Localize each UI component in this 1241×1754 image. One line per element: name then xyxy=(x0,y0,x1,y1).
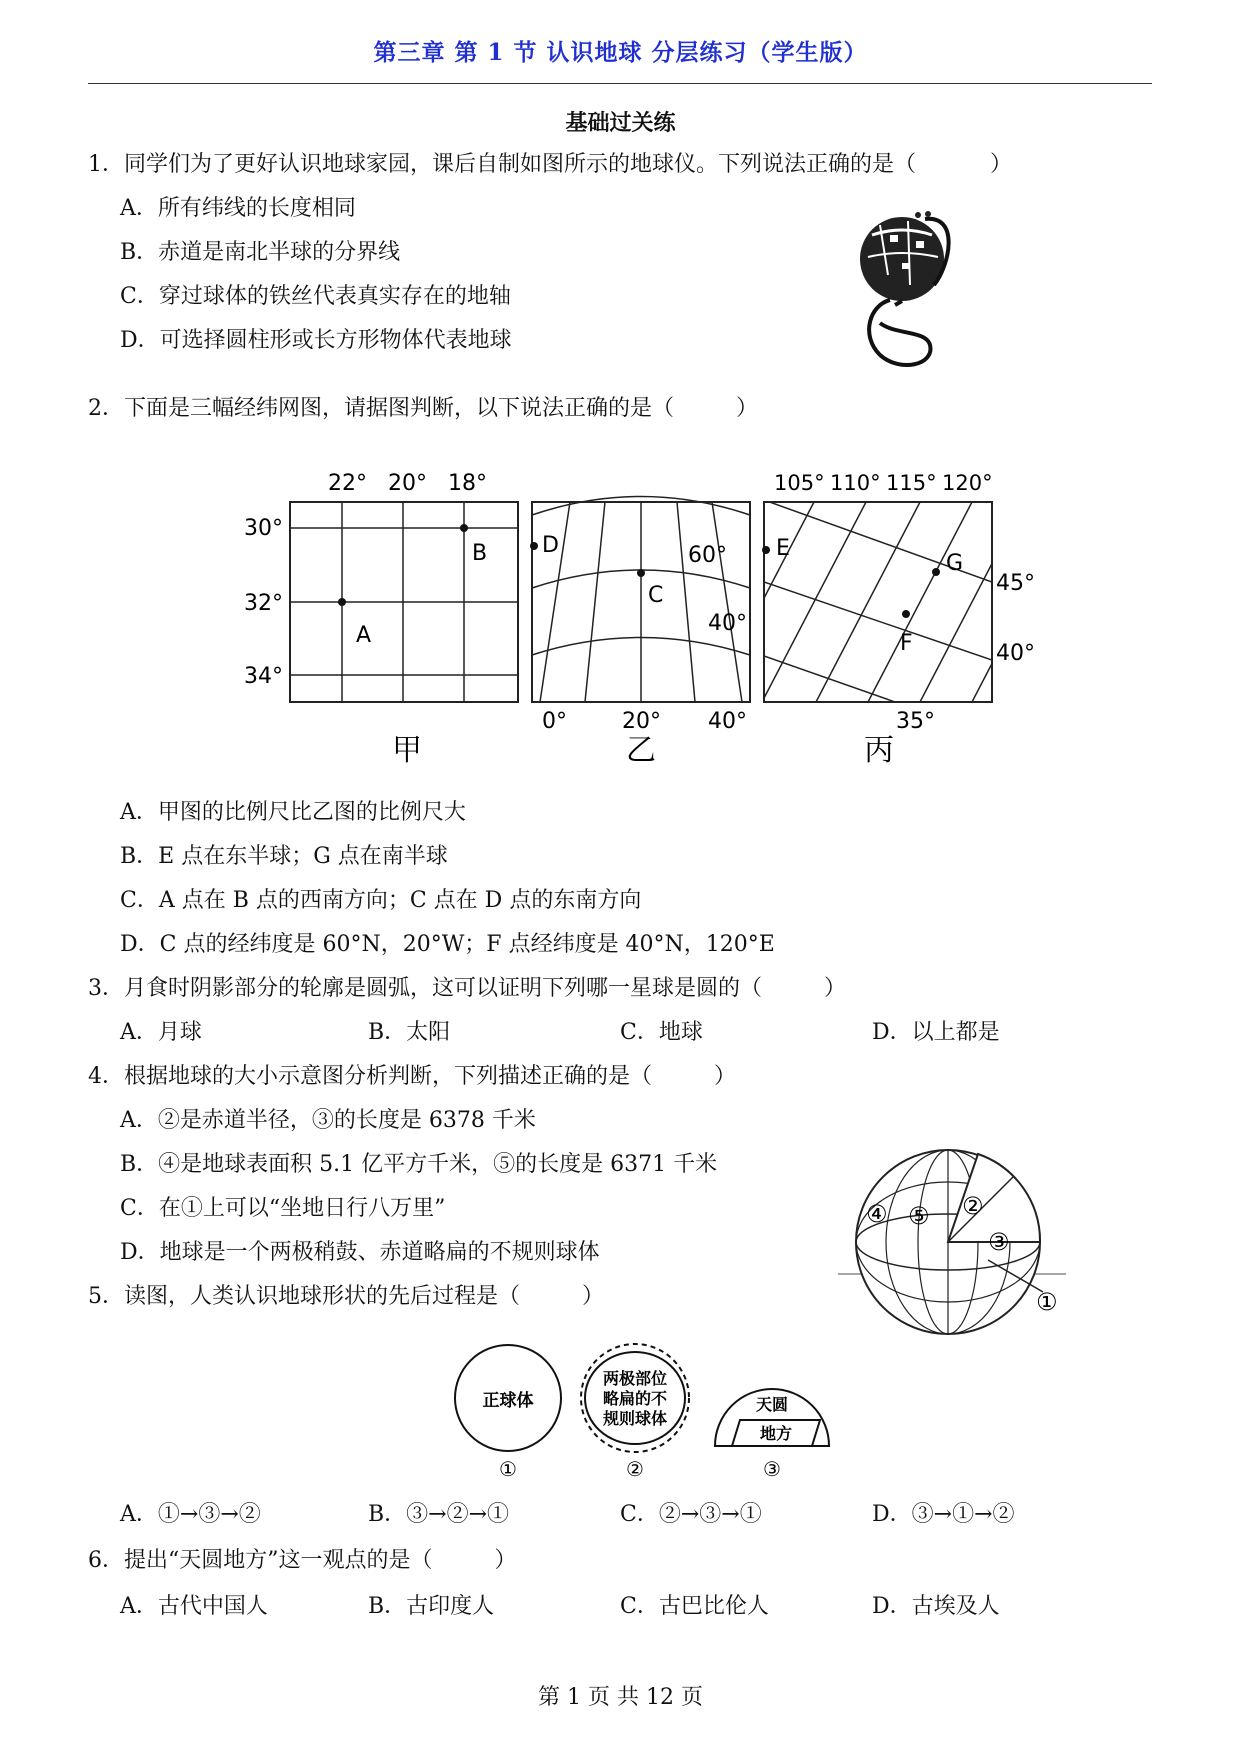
question-5-stem: 5．读图，人类认识地球形状的先后过程是（ ） xyxy=(88,1284,605,1309)
shape-1-num: ① xyxy=(499,1457,517,1481)
bing-right-label-2: 40° xyxy=(996,641,1035,666)
bing-top-label-4: 120° xyxy=(942,471,993,495)
jia-left-label-2: 32° xyxy=(244,591,283,616)
yi-bottom-label-2: 20° xyxy=(622,709,661,734)
question-3-option-a: A．月球 xyxy=(120,1020,202,1045)
jia-left-label-1: 30° xyxy=(244,516,283,541)
section-title: 基础过关练 xyxy=(565,110,676,136)
question-2-option-c: C．A 点在 B 点的西南方向；C 点在 D 点的东南方向 xyxy=(120,888,642,913)
shape-3-top: 天圆 xyxy=(755,1395,789,1414)
question-3-stem: 3．月食时阴影部分的轮廓是圆弧，这可以证明下列哪一星球是圆的（ ） xyxy=(88,976,847,1001)
point-e-label: E xyxy=(776,536,790,561)
question-1-stem: 1．同学们为了更好认识地球家园，课后自制如图所示的地球仪。下列说法正确的是（ ） xyxy=(88,152,1013,177)
question-5-option-a: A．①→③→② xyxy=(120,1502,261,1527)
shape-2-line-3: 规则球体 xyxy=(602,1409,668,1428)
page-footer: 第 1 页 共 12 页 xyxy=(538,1685,703,1710)
question-6-option-c: C．古巴比伦人 xyxy=(620,1594,769,1619)
point-c-label: C xyxy=(648,583,664,608)
graticule-bing xyxy=(710,471,1040,768)
question-4-stem: 4．根据地球的大小示意图分析判断，下列描述正确的是（ ） xyxy=(88,1064,737,1089)
bing-top-label-1: 105° xyxy=(774,471,825,495)
question-4-option-d: D．地球是一个两极稍鼓、赤道略扁的不规则球体 xyxy=(120,1240,600,1265)
earth-label-5: ⑤ xyxy=(908,1202,930,1230)
question-5-option-d: D．③→①→② xyxy=(872,1502,1015,1527)
jia-top-label-2: 20° xyxy=(388,471,427,496)
shape-1-text: 正球体 xyxy=(482,1391,534,1411)
question-6-option-b: B．古印度人 xyxy=(368,1594,495,1619)
bing-top-label-3: 115° xyxy=(886,471,937,495)
header-title: 第三章 第 1 节 认识地球 分层练习（学生版） xyxy=(373,39,868,66)
header-divider xyxy=(88,83,1152,84)
question-3-option-d: D．以上都是 xyxy=(872,1020,1000,1045)
question-4-option-b: B．④是地球表面积 5.1 亿平方千米，⑤的长度是 6371 千米 xyxy=(120,1152,718,1177)
shape-2-line-2: 略扁的不 xyxy=(602,1389,668,1408)
shape-3-num: ③ xyxy=(763,1457,781,1481)
question-1-option-b: B．赤道是南北半球的分界线 xyxy=(120,240,401,265)
bing-bottom-label-1: 35° xyxy=(896,709,935,734)
bing-right-label-1: 45° xyxy=(996,571,1035,596)
graticule-yi xyxy=(530,497,750,769)
earth-label-2: ② xyxy=(962,1192,984,1220)
question-6-option-d: D．古埃及人 xyxy=(872,1594,1000,1619)
bing-top-label-2: 110° xyxy=(830,471,881,495)
shape-2-num: ② xyxy=(626,1457,644,1481)
question-1-option-a: A．所有纬线的长度相同 xyxy=(120,196,356,221)
jia-left-label-3: 34° xyxy=(244,664,283,689)
shape-3-bottom: 地方 xyxy=(759,1424,793,1443)
question-1-option-d: D．可选择圆柱形或长方形物体代表地球 xyxy=(120,328,512,353)
yi-side-label-2: 40° xyxy=(708,611,747,636)
question-4-option-c: C．在①上可以“坐地日行八万里” xyxy=(120,1196,446,1221)
question-1-option-c: C．穿过球体的铁丝代表真实存在的地轴 xyxy=(120,284,511,309)
shape-2-line-1: 两极部位 xyxy=(602,1369,668,1388)
question-4-option-a: A．②是赤道半径，③的长度是 6378 千米 xyxy=(120,1108,536,1133)
question-3-option-b: B．太阳 xyxy=(368,1020,451,1045)
jia-caption: 甲 xyxy=(392,733,422,768)
jia-top-label-3: 18° xyxy=(448,471,487,496)
point-d-label: D xyxy=(542,533,559,558)
point-f-label: F xyxy=(900,631,913,656)
question-2-stem: 2．下面是三幅经纬网图，请据图判断，以下说法正确的是（ ） xyxy=(88,396,759,421)
yi-bottom-label-3: 40° xyxy=(708,709,747,734)
homemade-globe-figure xyxy=(850,205,975,375)
yi-side-label-1: 60° xyxy=(688,543,727,568)
yi-caption: 乙 xyxy=(626,733,656,768)
graticule-figure xyxy=(230,460,1040,780)
earth-shape-history-figure xyxy=(440,1336,860,1484)
graticule-jia xyxy=(244,471,518,768)
question-5-option-c: C．②→③→① xyxy=(620,1502,762,1527)
question-2-option-d: D．C 点的经纬度是 60°N，20°W；F 点经纬度是 40°N，120°E xyxy=(120,932,775,957)
point-g-label: G xyxy=(946,551,964,576)
bing-caption: 丙 xyxy=(864,733,894,768)
question-6-stem: 6．提出“天圆地方”这一观点的是（ ） xyxy=(88,1548,517,1573)
earth-label-3: ③ xyxy=(988,1228,1010,1256)
question-5-option-b: B．③→②→① xyxy=(368,1502,510,1527)
question-3-option-c: C．地球 xyxy=(620,1020,703,1045)
point-b-label: B xyxy=(472,541,488,566)
earth-size-figure xyxy=(838,1142,1068,1342)
earth-label-1: ① xyxy=(1036,1288,1058,1316)
yi-bottom-label-1: 0° xyxy=(542,709,567,734)
earth-label-4: ④ xyxy=(866,1200,888,1228)
question-6-option-a: A．古代中国人 xyxy=(120,1594,268,1619)
point-a-label: A xyxy=(356,623,372,648)
jia-top-label-1: 22° xyxy=(328,471,367,496)
question-2-option-a: A．甲图的比例尺比乙图的比例尺大 xyxy=(120,800,466,825)
question-2-option-b: B．E 点在东半球；G 点在南半球 xyxy=(120,844,448,869)
